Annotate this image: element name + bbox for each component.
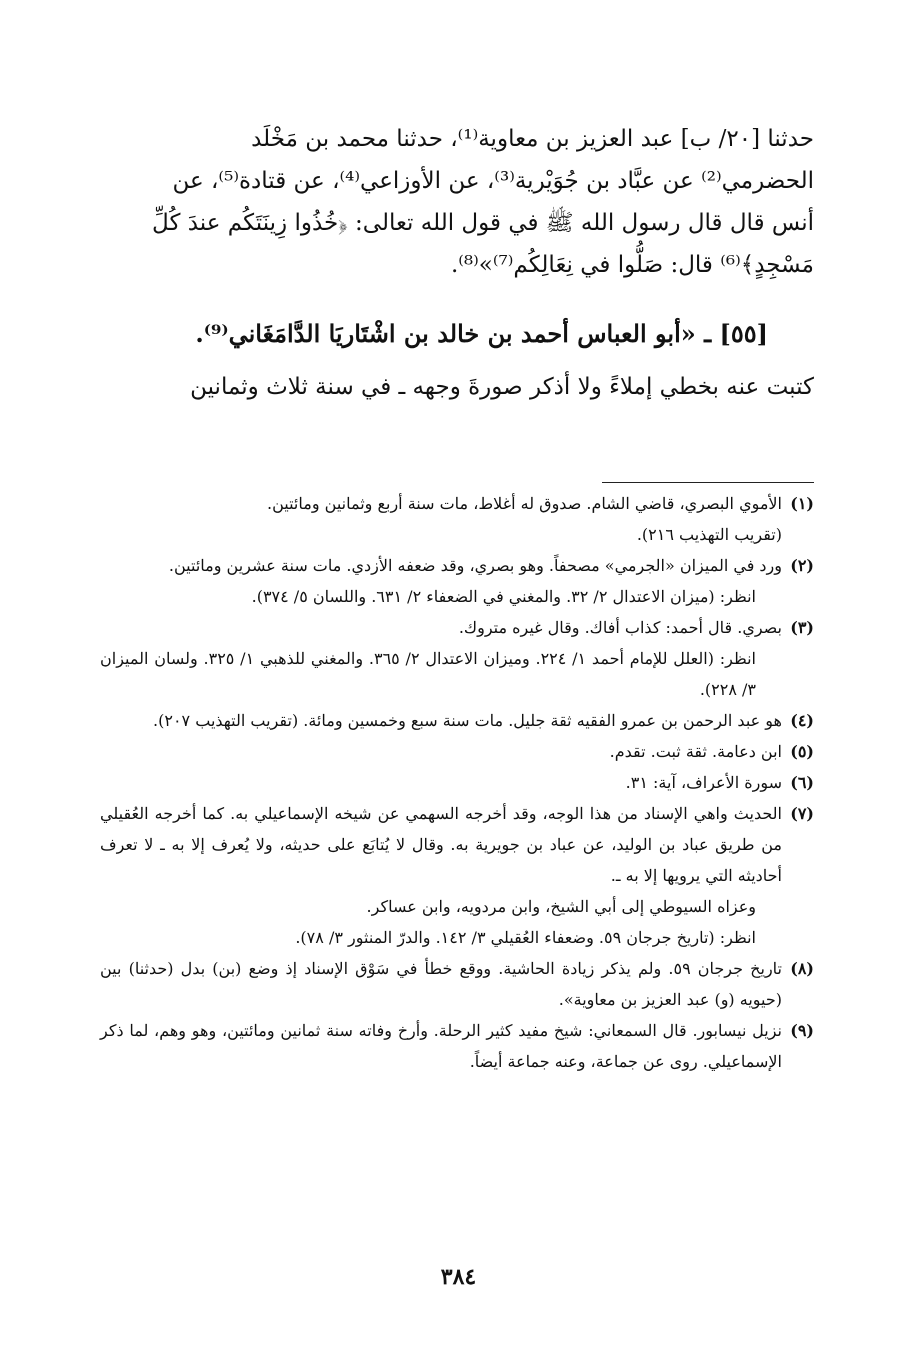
footnote-line: وعزاه السيوطي إلى أبي الشيخ، وابن مردويه، وابن عساكر.	[366, 897, 756, 916]
footnote-line: انظر: (ميزان الاعتدال ٢/ ٣٢. والمغني في الضعفاء ٢/ ٦٣١. واللسان ٥/ ٣٧٤).	[251, 587, 756, 606]
footnote-line: ابن دعامة. ثقة ثبت. تقدم.	[609, 742, 782, 761]
footnote-line: انظر: (العلل للإمام أحمد ١/ ٢٢٤. وميزان الاعتدال ٢/ ٣٦٥. والمغني للذهبي ١/ ٣٢٥. ولسان الميزان ٣/ ٢٢٨).	[100, 649, 756, 699]
footnote-line: نزيل نيسابور. قال السمعاني: شيخ مفيد كثير الرحلة. وأرخ وفاته سنة ثمانين ومائتين، وهو وهم، لما ذكر الإسماعيلي. روى عن جماعة، وعنه جماعة أيضاً.	[100, 1021, 782, 1071]
paragraph-line: حدثنا [٢٠/ ب] عبد العزيز بن معاوية⁽¹⁾، حدثنا محمد بن مَخْلَد	[251, 126, 814, 152]
footnote-6	[100, 767, 814, 798]
footnote-number: (٥)	[790, 742, 814, 761]
entry-text: كتبت عنه بخطي إملاءً ولا أذكر صورةَ وجهه ـ في سنة ثلاث وثمانين	[190, 374, 814, 400]
paragraph-line: أنس قال قال رسول الله ﷺ في قول الله تعالى: ﴿خُذُوا زِينَتَكُم عندَ كُلِّ	[152, 210, 814, 236]
footnote-2	[100, 550, 814, 612]
footnotes	[100, 488, 814, 1077]
page-number: ٣٨٤	[440, 1264, 477, 1290]
footnote-number: (٣)	[790, 618, 814, 637]
footnote-line: بصري. قال أحمد: كذاب أفاك. وقال غيره متروك.	[458, 618, 782, 637]
footnote-number: (١)	[790, 494, 814, 513]
footnote-5	[100, 736, 814, 767]
footnote-line: سورة الأعراف، آية: ٣١.	[625, 773, 782, 792]
footnote-number: (٩)	[790, 1021, 814, 1040]
hadith-paragraph	[100, 118, 814, 286]
footnote-line: ورد في الميزان «الجرمي» مصحفاً. وهو بصري، وقد ضعفه الأزدي. مات سنة عشرين ومائتين.	[168, 556, 782, 575]
footnote-9	[100, 1015, 814, 1077]
footnote-7	[100, 798, 814, 953]
footnote-3	[100, 612, 814, 705]
footnote-line: هو عبد الرحمن بن عمرو الفقيه ثقة جليل. مات سنة سبع وخمسين ومائة. (تقريب التهذيب ٢٠٧).	[153, 711, 782, 730]
footnote-8	[100, 953, 814, 1015]
footnote-line: انظر: (تاريخ جرجان ٥٩. وضعفاء العُقيلي ٣/ ١٤٢. والدرّ المنثور ٣/ ٧٨).	[295, 928, 756, 947]
paragraph-line: الحضرمي⁽²⁾ عن عبَّاد بن جُوَيْرية⁽³⁾، عن الأوزاعي⁽⁴⁾، عن قتادة⁽⁵⁾، عن	[172, 168, 814, 194]
footnote-line: الأموي البصري، قاضي الشام. صدوق له أغلاط، مات سنة أربع وثمانين ومائتين.	[267, 494, 782, 513]
paragraph-line: مَسْجِدٍ﴾⁽⁶⁾ قال: صَلُّوا في نِعَالِكُم⁽⁷⁾»⁽⁸⁾.	[450, 252, 814, 278]
footnote-number: (٦)	[790, 773, 814, 792]
footnote-number: (٨)	[790, 959, 814, 978]
footnote-number: (٤)	[790, 711, 814, 730]
footnote-line: الحديث واهي الإسناد من هذا الوجه، وقد أخرجه السهمي عن شيخه الإسماعيلي به. كما أخرجه العُقيلي من طريق عباد بن الوليد، عن عباد بن جويرية به. وقال لا يُتابَع على حديثه، ولا يُعرف إلا به ـ لا تعرف أحاديثه التي يرويها إلا به ـ.	[100, 804, 782, 885]
footnote-line: (تقريب التهذيب ٢١٦).	[636, 525, 782, 544]
footnote-4	[100, 705, 814, 736]
footnote-separator	[602, 482, 814, 483]
entry-heading: [٥٥] ـ «أبو العباس أحمد بن خالد بن اشْتَاريَا الدَّامَغَاني⁽⁹⁾.	[195, 319, 768, 348]
footnote-number: (٢)	[790, 556, 814, 575]
footnote-number: (٧)	[790, 804, 814, 823]
footnote-1	[100, 488, 814, 550]
footnote-line: تاريخ جرجان ٥٩. ولم يذكر زيادة الحاشية. ووقع خطأ في سَوْق الإسناد إذ وضع (بن) بدل (حدثنا) بين (حيويه (و) عبد العزيز بن معاوية».	[100, 959, 783, 1009]
